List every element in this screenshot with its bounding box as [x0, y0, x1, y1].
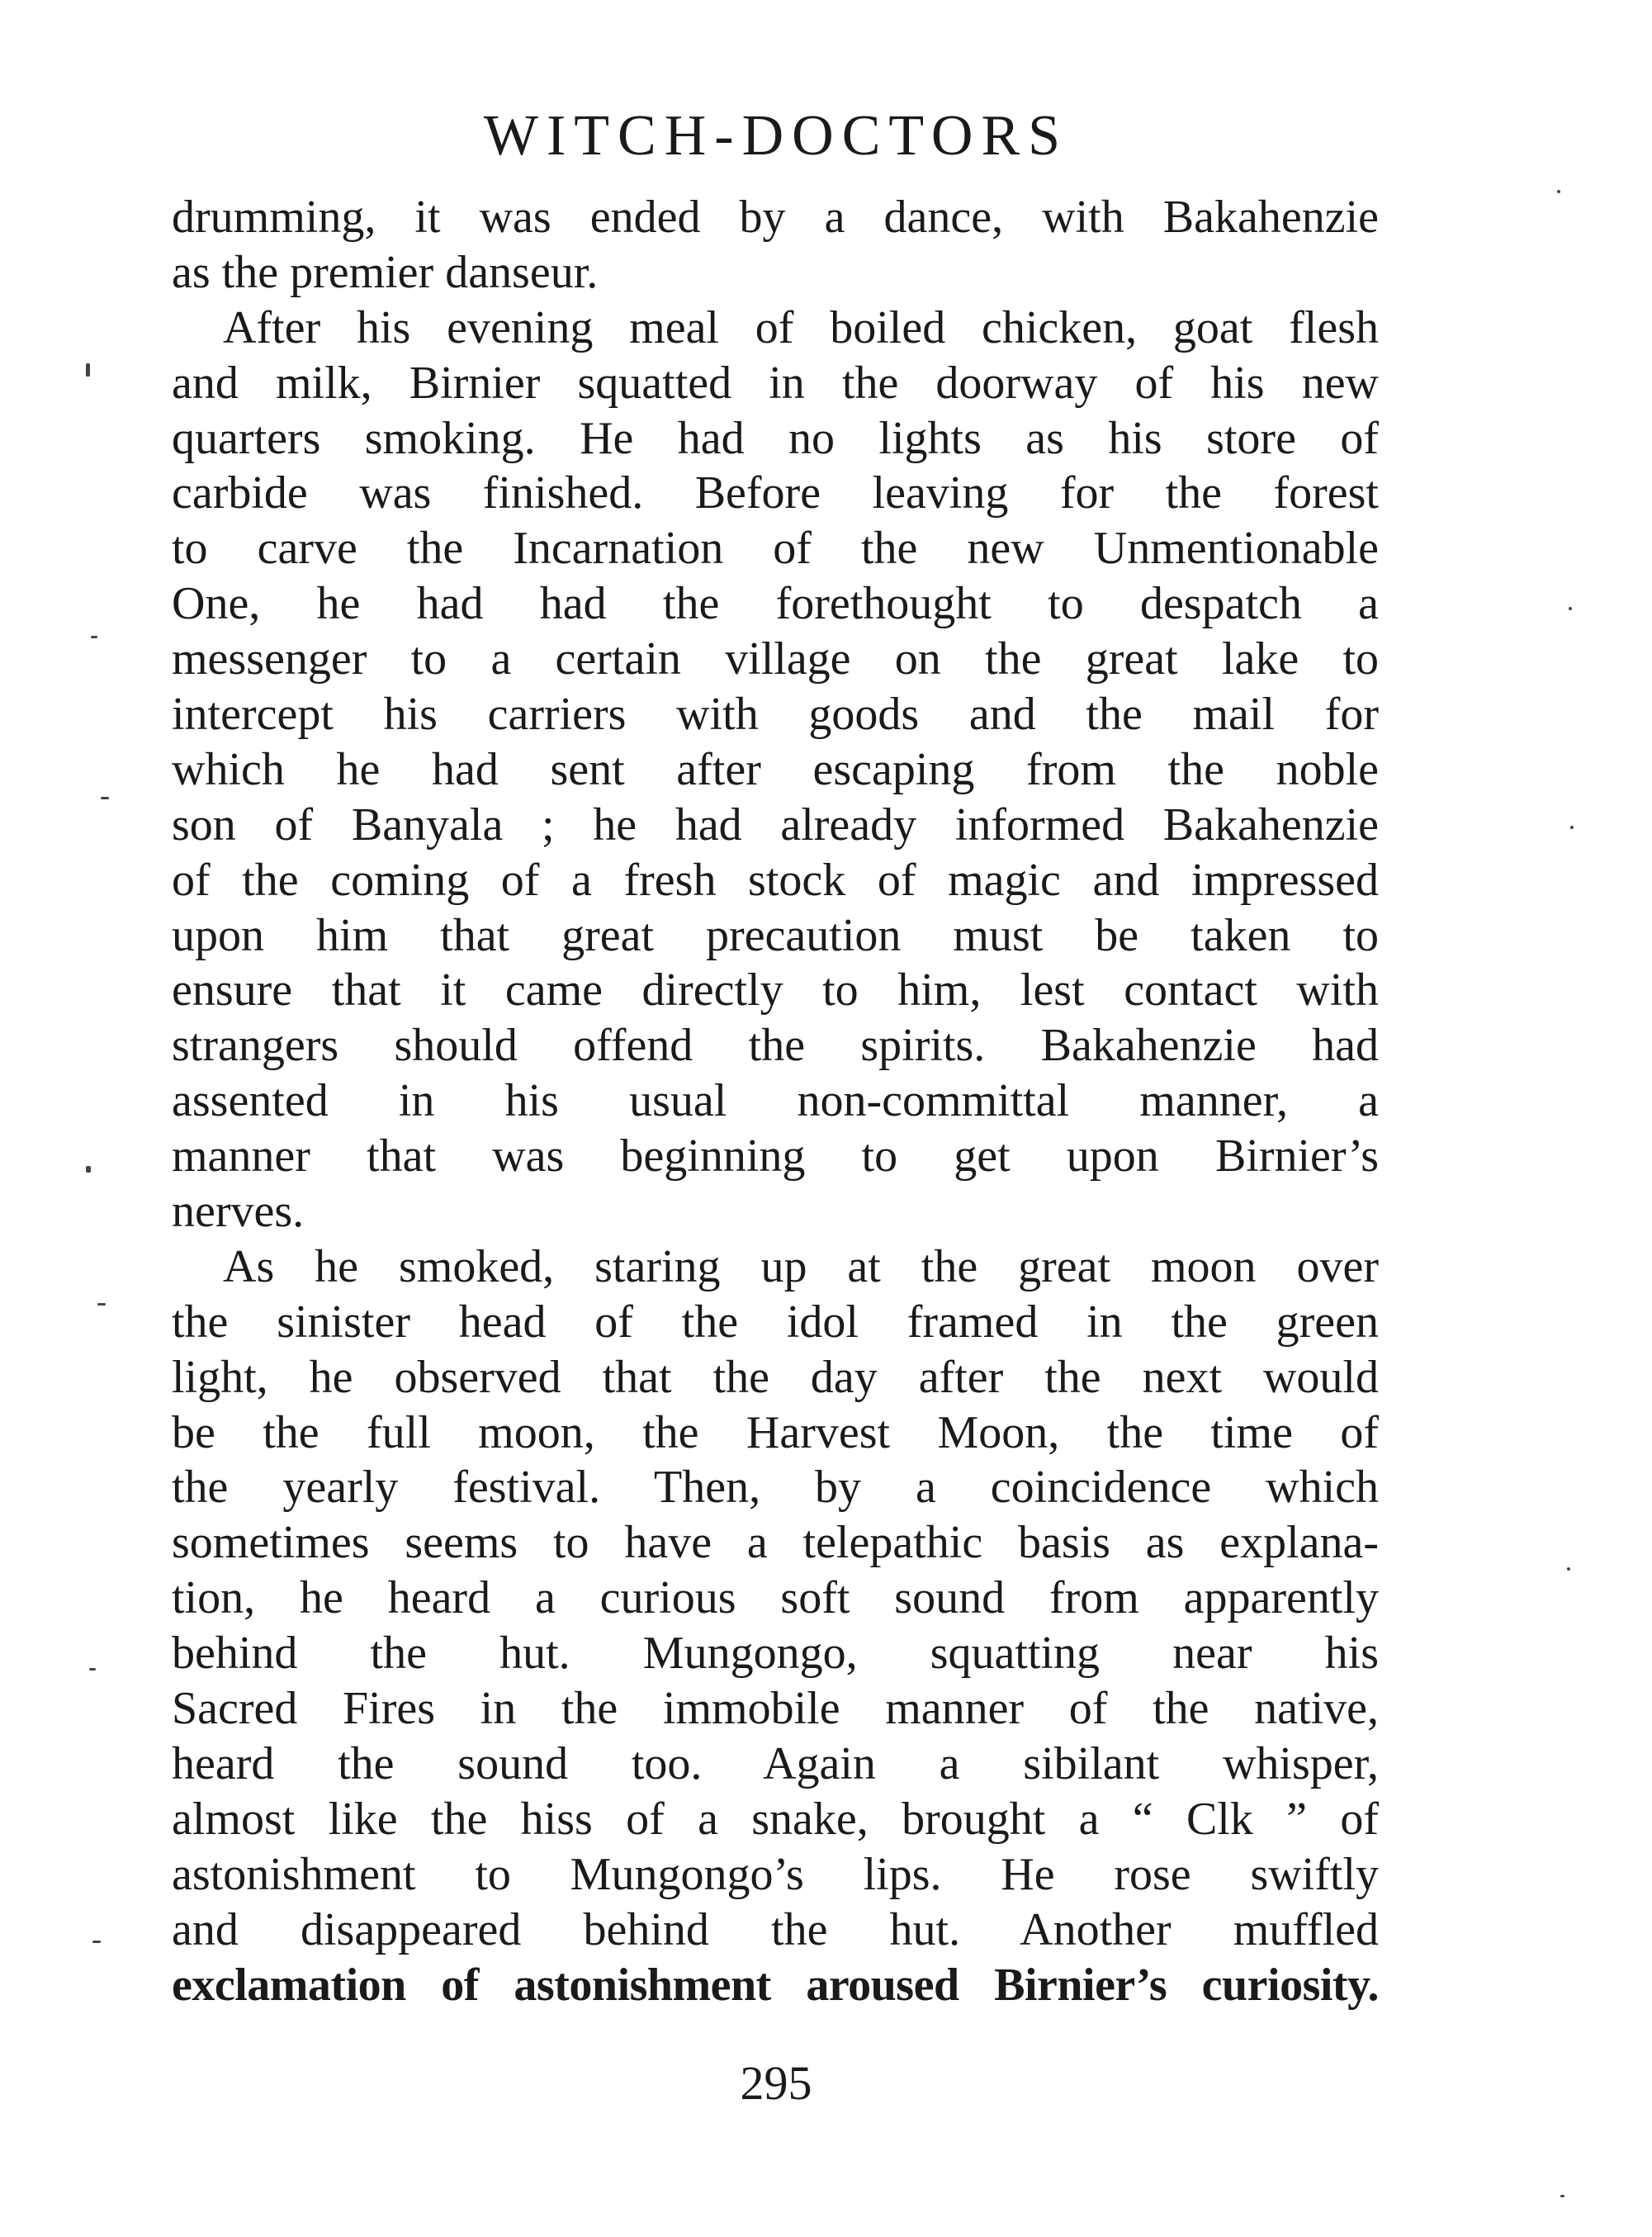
- text-line: upon him that great precaution must be taken to: [172, 909, 1379, 961]
- text-line: the yearly festival. Then, by a coincidence which: [172, 1462, 1379, 1514]
- text-line: After his evening meal of boiled chicken, goat flesh: [223, 301, 1379, 353]
- text-line: of the coming of a fresh stock of magic and impressed: [172, 854, 1379, 906]
- text-line: assented in his usual non-committal manner, a: [172, 1075, 1379, 1127]
- text-line: exclamation of astonishment aroused Birnier’s curiosity.: [172, 1959, 1379, 2011]
- text-line: almost like the hiss of a snake, brought a “ Clk ” of: [172, 1793, 1379, 1845]
- scan-speck: [89, 1668, 96, 1671]
- scan-speck: [101, 797, 109, 799]
- text-line: drumming, it was ended by a dance, with Bakahenzie: [172, 192, 1379, 243]
- text-line: intercept his carriers with goods and the mail for: [172, 689, 1379, 741]
- text-line: behind the hut. Mungongo, squatting near his: [172, 1628, 1379, 1680]
- text-line: quarters smoking. He had no lights as his store of: [172, 412, 1379, 464]
- text-line: astonishment to Mungongo’s lips. He rose swiftly: [172, 1848, 1379, 1900]
- text-line: which he had sent after escaping from the noble: [172, 743, 1379, 795]
- text-line: sometimes seems to have a telepathic basis as explana-: [172, 1517, 1379, 1569]
- text-line: nerves.: [172, 1186, 305, 1238]
- text-line: Sacred Fires in the immobile manner of the native,: [172, 1683, 1379, 1735]
- text-line: strangers should offend the spirits. Bakahenzie had: [172, 1020, 1379, 1072]
- text-line: carbide was finished. Before leaving for the forest: [172, 467, 1379, 519]
- scan-speck: [1569, 607, 1572, 610]
- text-line: One, he had had the forethought to despatch a: [172, 578, 1379, 630]
- scan-speck: [86, 363, 90, 377]
- text-line: son of Banyala ; he had already informed Bakahenzie: [172, 799, 1379, 851]
- text-line: and milk, Birnier squatted in the doorway of his new: [172, 357, 1379, 409]
- body-text: [172, 190, 1379, 2012]
- text-line: As he smoked, staring up at the great moon over: [223, 1240, 1379, 1292]
- scan-speck: [86, 1166, 91, 1173]
- text-line: the sinister head of the idol framed in the green: [172, 1296, 1379, 1348]
- scan-speck: [1567, 1567, 1570, 1571]
- text-line: tion, he heard a curious soft sound from apparently: [172, 1572, 1379, 1624]
- scan-speck: [1560, 2195, 1564, 2197]
- scan-speck: [1557, 190, 1560, 193]
- running-head: WITCH-DOCTORS: [483, 104, 1069, 168]
- text-line: be the full moon, the Harvest Moon, the time of: [172, 1406, 1379, 1458]
- text-line: manner that was beginning to get upon Birnier’s: [172, 1130, 1379, 1182]
- page-number: 295: [740, 2056, 812, 2110]
- text-line: to carve the Incarnation of the new Unmentionable: [172, 523, 1379, 575]
- text-line: and disappeared behind the hut. Another muffled: [172, 1903, 1379, 1955]
- text-line: light, he observed that the day after the next would: [172, 1351, 1379, 1403]
- scan-speck: [97, 1303, 106, 1306]
- scan-speck: [92, 1941, 101, 1943]
- scan-speck: [91, 636, 97, 638]
- scan-speck: [1570, 826, 1574, 829]
- text-line: heard the sound too. Again a sibilant whisper,: [172, 1737, 1379, 1789]
- text-line: as the premier danseur.: [172, 246, 599, 298]
- text-line: messenger to a certain village on the great lake to: [172, 633, 1379, 685]
- text-line: ensure that it came directly to him, lest contact with: [172, 964, 1379, 1017]
